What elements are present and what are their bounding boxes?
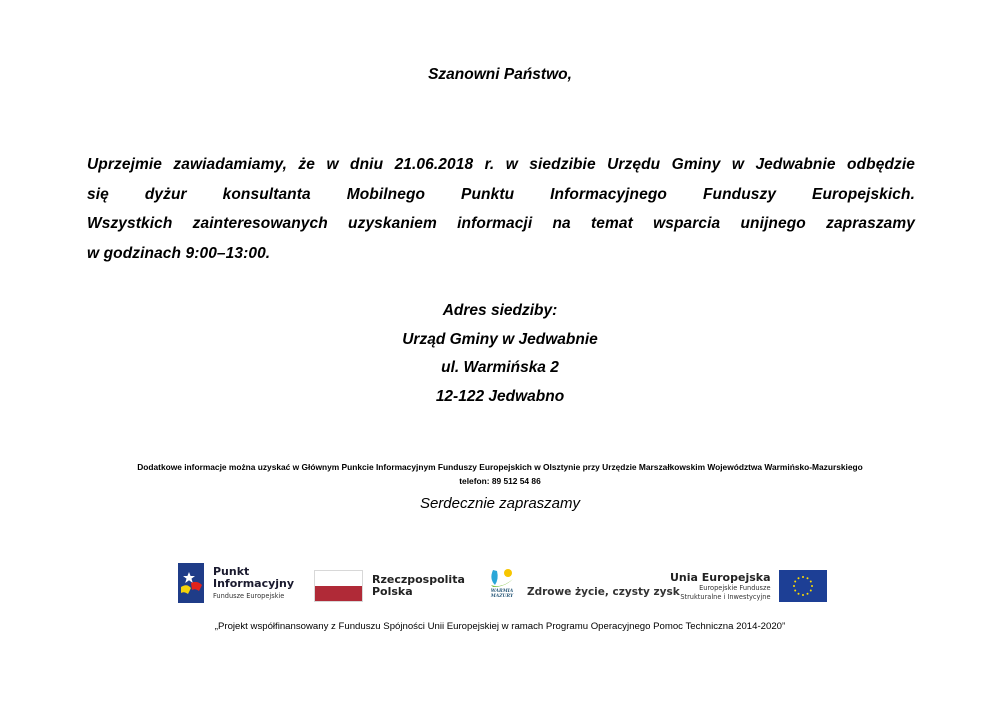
phone-number: telefon: 89 512 54 86 bbox=[459, 476, 541, 486]
eu-star bbox=[802, 594, 804, 596]
rp-line1: Rzeczpospolita bbox=[372, 573, 465, 586]
wm-slogan: Zdrowe życie, czysty zysk bbox=[527, 586, 680, 598]
ue-sub1: Europejskie Fundusze bbox=[699, 583, 771, 592]
announcement-paragraph bbox=[87, 150, 915, 268]
unia-europejska-logo bbox=[670, 570, 827, 602]
rzeczpospolita-polska-logo bbox=[314, 570, 465, 602]
rp-line2: Polska bbox=[372, 585, 413, 598]
pi-title-line1: Punkt bbox=[213, 565, 250, 578]
polish-flag-icon bbox=[314, 570, 363, 602]
eu-star bbox=[797, 593, 799, 595]
eu-star bbox=[802, 576, 804, 578]
address-name: Urząd Gminy w Jedwabnie bbox=[402, 330, 598, 348]
eu-star bbox=[809, 590, 811, 592]
address-street: ul. Warmińska 2 bbox=[441, 359, 559, 376]
warmia-mazury-emblem-icon bbox=[487, 567, 517, 589]
greeting: Szanowni Państwo, bbox=[428, 66, 572, 83]
funds-europe-emblem-icon bbox=[178, 563, 204, 603]
eu-flag-icon bbox=[779, 570, 827, 602]
punkt-informacyjny-logo bbox=[178, 563, 294, 603]
pi-subtitle: Fundusze Europejskie bbox=[213, 592, 285, 600]
eu-star bbox=[794, 590, 796, 592]
announcement-line: się dyżur konsultanta Mobilnego Punktu Informacyjnego Funduszy Europejskich. bbox=[87, 185, 915, 203]
address-heading: Adres siedziby: bbox=[442, 302, 558, 319]
eu-star bbox=[806, 593, 808, 595]
additional-info: Dodatkowe informacje można uzyskać w Głównym Punkcie Informacyjnym Funduszy Europejskich w Olsztynie przy Urzędzie Marszałkowskim Województwa Warmińsko-Mazurskiego bbox=[137, 462, 863, 472]
eu-star bbox=[794, 581, 796, 583]
wm-mark-line2: MAZURY bbox=[490, 594, 514, 599]
announcement-line: Uprzejmie zawiadamiamy, że w dniu 21.06.2018 r. w siedzibie Urzędu Gminy w Jedwabnie odbędzie bbox=[87, 156, 915, 173]
address-city: 12-122 Jedwabno bbox=[435, 387, 565, 405]
eu-star bbox=[806, 577, 808, 579]
announcement-line: Wszystkich zainteresowanych uzyskaniem informacji na temat wsparcia unijnego zapraszamy bbox=[87, 215, 915, 232]
ue-sub2: Strukturalne i Inwestycyjne bbox=[680, 592, 771, 601]
pi-title-line2: Informacyjny bbox=[213, 577, 295, 590]
footer-note: „Projekt współfinansowany z Funduszu Spójności Unii Europejskiej w ramach Programu Operacyjnego Pomoc Techniczna 2014-2020” bbox=[214, 621, 786, 632]
closing-text: Serdecznie zapraszamy bbox=[419, 495, 581, 512]
warmia-mazury-logo bbox=[485, 567, 680, 599]
eu-star bbox=[811, 585, 813, 587]
eu-star bbox=[809, 581, 811, 583]
announcement-line: w godzinach 9:00–13:00. bbox=[87, 244, 271, 262]
address-block bbox=[0, 297, 1000, 411]
ue-title: Unia Europejska bbox=[670, 570, 771, 584]
eu-star bbox=[793, 585, 795, 587]
wm-mark-line1: WARMIA bbox=[490, 589, 514, 594]
eu-star bbox=[797, 577, 799, 579]
